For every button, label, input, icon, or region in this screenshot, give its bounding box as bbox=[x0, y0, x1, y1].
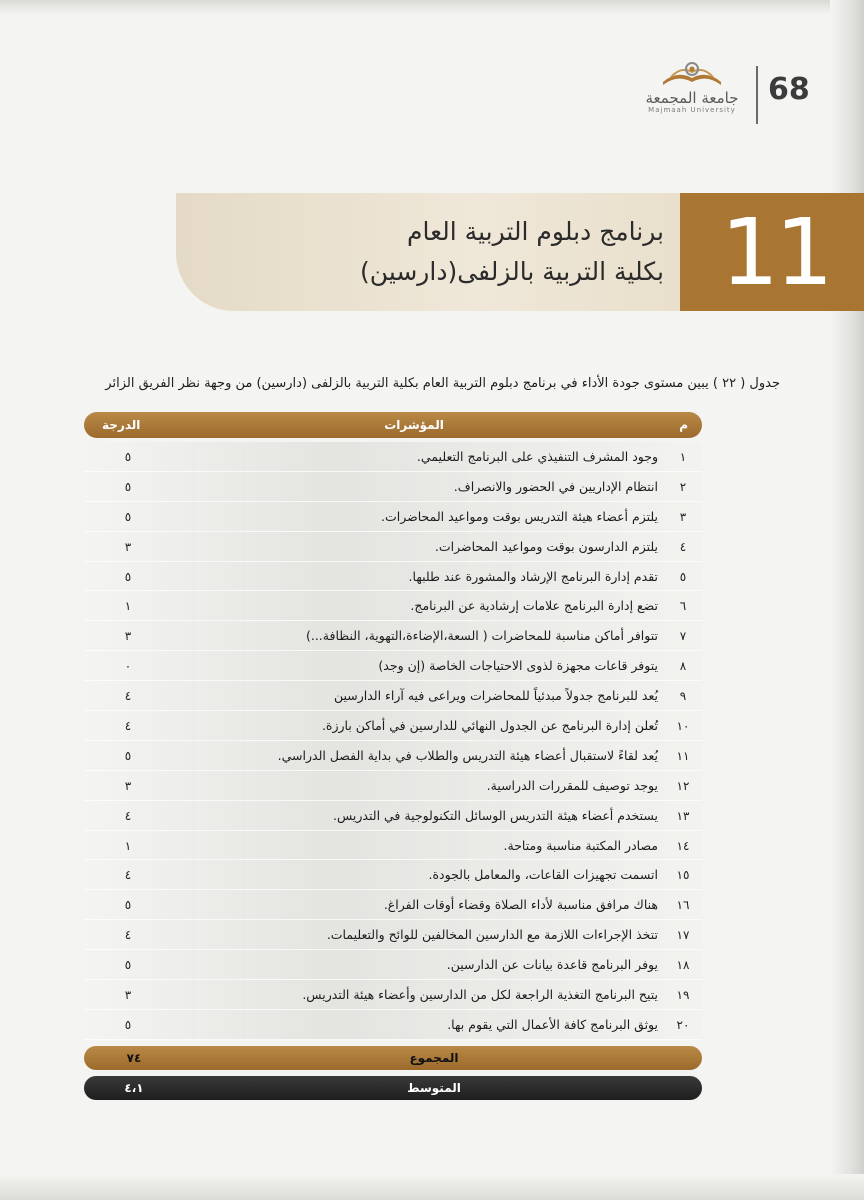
row-number: ١٦ bbox=[676, 898, 690, 913]
row-number: ١٠ bbox=[676, 719, 690, 734]
row-grade: ٣ bbox=[124, 988, 132, 1003]
total-row bbox=[84, 1046, 702, 1070]
row-grade: ٥ bbox=[124, 569, 132, 584]
row-number: ١٧ bbox=[676, 928, 690, 943]
row-number: ٩ bbox=[679, 689, 687, 704]
average-row bbox=[84, 1076, 702, 1100]
indicators-table bbox=[84, 412, 702, 1100]
table-row bbox=[84, 980, 702, 1010]
row-indicator: تتخذ الإجراءات اللازمة مع الدارسين المخالفين للوائح والتعليمات. bbox=[326, 927, 658, 943]
row-grade: ٥ bbox=[124, 450, 132, 464]
table-caption: جدول ( ٢٢ ) يبين مستوى جودة الأداء في برنامج دبلوم التربية العام بكلية التربية بالزلفى (دارسين) من وجهة نظر الفريق الزائر bbox=[105, 376, 780, 391]
header-grade: الدرجة bbox=[102, 418, 141, 432]
table-row bbox=[84, 442, 702, 472]
table-row bbox=[84, 771, 702, 801]
table-rows bbox=[84, 442, 702, 1040]
row-grade: ٥ bbox=[124, 898, 132, 913]
row-indicator: تقدم إدارة البرنامج الإرشاد والمشورة عند طلبها. bbox=[408, 568, 658, 584]
row-number: ٣ bbox=[679, 509, 687, 524]
row-indicator: وجود المشرف التنفيذي على البرنامج التعليمي. bbox=[416, 449, 658, 464]
table-row bbox=[84, 801, 702, 831]
row-grade: ٣ bbox=[124, 629, 132, 644]
row-number: ٧ bbox=[679, 629, 687, 644]
row-number: ١١ bbox=[676, 748, 690, 763]
university-name-en: Majmaah University bbox=[648, 106, 736, 114]
row-indicator: يوجد توصيف للمقررات الدراسية. bbox=[486, 777, 658, 793]
chapter-title-line-2: بكلية التربية بالزلفى(دارسين) bbox=[360, 257, 664, 286]
row-grade: ١ bbox=[124, 838, 132, 853]
row-indicator: مصادر المكتبة مناسبة ومتاحة. bbox=[503, 837, 658, 853]
row-indicator: تتوافر أماكن مناسبة للمحاضرات ( السعة،الإضاءة،التهوية، النظافة...) bbox=[305, 628, 658, 644]
total-label: المجموع bbox=[409, 1050, 459, 1065]
row-grade: ٤ bbox=[124, 689, 132, 704]
table-row bbox=[84, 890, 702, 920]
table-row bbox=[84, 562, 702, 592]
page-edge-top bbox=[0, 0, 864, 14]
row-number: ٢ bbox=[679, 479, 687, 494]
table-row bbox=[84, 651, 702, 681]
row-indicator: يُعد لقاءً لاستقبال أعضاء هيئة التدريس والطلاب في بداية الفصل الدراسي. bbox=[277, 747, 658, 763]
row-grade: ١ bbox=[124, 599, 132, 614]
row-number: ٨ bbox=[679, 659, 687, 674]
page-edge-right bbox=[830, 0, 864, 1200]
table-row bbox=[84, 741, 702, 771]
university-logo bbox=[632, 60, 752, 126]
row-number: ٥ bbox=[679, 569, 687, 584]
table-row bbox=[84, 621, 702, 651]
table-row bbox=[84, 1010, 702, 1040]
page-edge-bottom bbox=[0, 1174, 864, 1200]
row-number: ٢٠ bbox=[676, 1017, 690, 1032]
row-indicator: انتظام الإداريين في الحضور والانصراف. bbox=[453, 478, 658, 494]
table-row bbox=[84, 950, 702, 980]
chapter-banner bbox=[176, 193, 864, 311]
table-row bbox=[84, 591, 702, 621]
row-grade: ٣ bbox=[124, 539, 132, 554]
chapter-number: 11 bbox=[720, 199, 830, 306]
row-indicator: هناك مرافق مناسبة لأداء الصلاة وقضاء أوقات الفراغ. bbox=[383, 897, 658, 913]
row-grade: ٤ bbox=[124, 808, 132, 823]
row-number: ١٣ bbox=[676, 808, 690, 823]
row-number: ١٥ bbox=[676, 868, 690, 883]
row-indicator: اتسمت تجهيزات القاعات، والمعامل بالجودة. bbox=[428, 867, 658, 883]
row-indicator: تضع إدارة البرنامج علامات إرشادية عن البرنامج. bbox=[410, 598, 658, 614]
row-grade: ٥ bbox=[124, 1017, 132, 1032]
book-logo-icon bbox=[657, 60, 727, 88]
table-row bbox=[84, 681, 702, 711]
row-number: ٦ bbox=[679, 599, 687, 614]
chapter-title-box bbox=[176, 193, 680, 311]
row-indicator: يوثق البرنامج كافة الأعمال التي يقوم بها. bbox=[447, 1016, 658, 1032]
row-grade: ٣ bbox=[124, 778, 132, 793]
row-grade: ٤ bbox=[124, 719, 132, 734]
row-indicator: يوفر البرنامج قاعدة بيانات عن الدارسين. bbox=[446, 957, 658, 973]
row-indicator: يُعد للبرنامج جدولاً مبدئياً للمحاضرات ويراعى فيه آراء الدارسين bbox=[333, 688, 658, 704]
row-indicator: يتوفر قاعات مجهزة لذوى الاحتياجات الخاصة (إن وجد) bbox=[378, 658, 658, 674]
row-indicator: تُعلن إدارة البرنامج عن الجدول النهائي للدارسين في أماكن بارزة. bbox=[321, 718, 658, 734]
average-value: ٤،١ bbox=[124, 1080, 144, 1095]
row-grade: ٤ bbox=[124, 928, 132, 943]
average-label: المتوسط bbox=[407, 1080, 461, 1095]
header-num: م bbox=[679, 418, 688, 432]
row-number: ٤ bbox=[679, 539, 687, 554]
row-grade: ٤ bbox=[124, 868, 132, 883]
row-grade: ٥ bbox=[124, 748, 132, 763]
table-row bbox=[84, 831, 702, 861]
row-indicator: يتيح البرنامج التغذية الراجعة لكل من الدارسين وأعضاء هيئة التدريس. bbox=[302, 987, 658, 1003]
row-grade: ٠ bbox=[124, 659, 132, 674]
row-grade: ٥ bbox=[124, 958, 132, 973]
row-number: ١٩ bbox=[676, 988, 690, 1003]
table-row bbox=[84, 472, 702, 502]
row-number: ١٨ bbox=[676, 958, 690, 973]
table-row bbox=[84, 860, 702, 890]
row-indicator: يلتزم أعضاء هيئة التدريس بوقت ومواعيد المحاضرات. bbox=[381, 508, 658, 524]
total-value: ٧٤ bbox=[126, 1050, 142, 1065]
row-number: ١ bbox=[679, 450, 687, 464]
row-grade: ٥ bbox=[124, 509, 132, 524]
page-number: 68 bbox=[768, 72, 810, 107]
row-grade: ٥ bbox=[124, 479, 132, 494]
table-row bbox=[84, 532, 702, 562]
table-row bbox=[84, 502, 702, 532]
row-number: ١٢ bbox=[676, 778, 690, 793]
row-number: ١٤ bbox=[676, 838, 690, 853]
university-name-ar: جامعة المجمعة bbox=[645, 89, 739, 107]
table-row bbox=[84, 920, 702, 950]
header-indicators: المؤشرات bbox=[384, 418, 444, 432]
row-indicator: يستخدم أعضاء هيئة التدريس الوسائل التكنولوجية في التدريس. bbox=[333, 807, 658, 823]
table-row bbox=[84, 711, 702, 741]
header-divider bbox=[756, 66, 758, 124]
chapter-title-line-1: برنامج دبلوم التربية العام bbox=[407, 217, 664, 246]
table-header bbox=[84, 412, 702, 438]
row-indicator: يلتزم الدارسون بوقت ومواعيد المحاضرات. bbox=[434, 538, 658, 554]
